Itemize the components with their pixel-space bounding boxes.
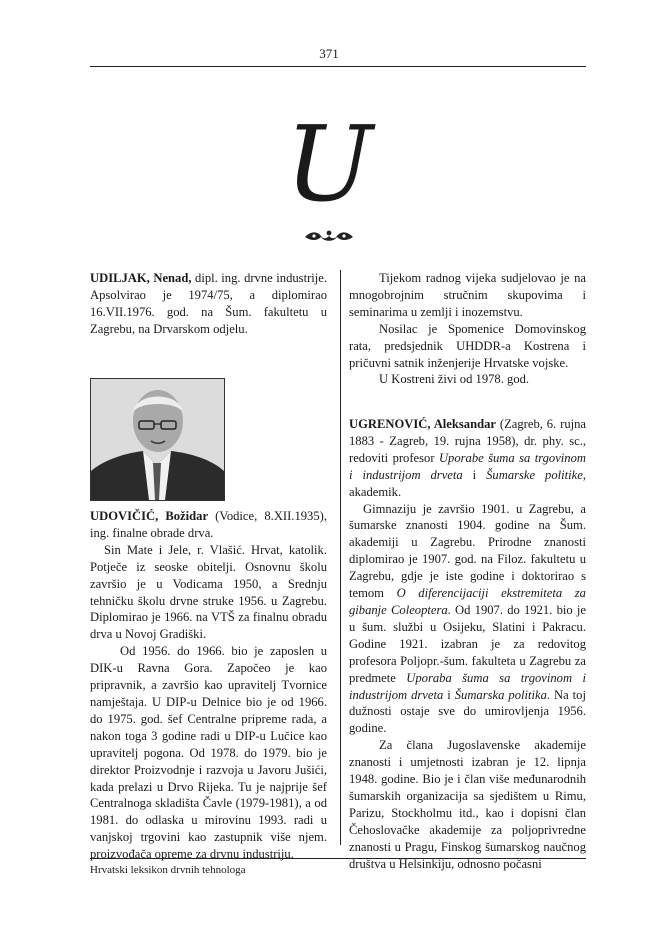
entry-subject: Uporabe šuma sa trgovinom i industrijom drveta <box>349 450 586 482</box>
portrait-photo <box>90 378 225 501</box>
entry-text: . Od 1907. do 1921. bio je u šum. službi u Osijeku, Slatini i Pakracu. Godine 1921. izabran je za redovitog profesora Poljopr.-šum. fakulteta u Zagrebu za predmete <box>349 602 586 685</box>
entry-name: UGRENOVIĆ, Aleksandar <box>349 417 496 431</box>
entry-text: i <box>462 467 487 482</box>
entry-text: (Zagreb, 6. rujna 1883 - Zagreb, 19. rujna 1958), dr. phy. sc., redoviti profesor <box>349 417 586 465</box>
entry-subject: Uporaba šuma sa trgovinom i industrijom drveta <box>349 670 586 702</box>
entry-name: UDILJAK, Nenad, <box>90 271 192 285</box>
header-rule <box>90 66 586 67</box>
entry-subject: Šumarske politike <box>486 467 583 482</box>
ornament-icon <box>303 228 355 244</box>
entry-thesis-title: O diferencijaciji ekstremiteta za gibanje Coleoptera <box>349 586 586 617</box>
portrait-illustration <box>91 379 224 500</box>
entry-text: Gimnaziju je završio 1901. u Zagrebu, a šumarske znanosti 1904. godine na Šum. akademiji u Zagrebu. Prirodne znanosti diplomirao je 1907. god. na Filoz. fakultetu u Zagrebu, gdje je iste godine i doktorirao s temom <box>349 501 586 601</box>
footer-title: Hrvatski leksikon drvnih tehnologa <box>90 864 246 876</box>
page-number: 371 <box>319 46 339 61</box>
entry-udovicic <box>90 508 327 863</box>
entry-paragraph: Od 1956. do 1966. bio je zaposlen u DIK-u Ravna Gora. Započeo je kao pripravnik, a završio kao upravitelj Tvornice namještaja. U DIP-u Delnice bio je od 1966. do 1975. god. šef Centralne pripreme rada, a nakon toga 3 godine radi u DIP-u Lučice kao upravitelj pogona. Od 1978. do 1979. bio je direktor Proizvodnje i razvoja u Javoru Jušići, kada prelazi u Drvo Rijeka. Tu je najprije šef Centralnoga skladišta Čavle (1979-1981), a od 1981. do odlaska u mirovinu 1993. radi u vanjskoj trgovini kao zastupnik više njem. proizvođača opreme za drvnu industriju. <box>90 644 327 862</box>
entry-text: (Vodice, 8.XII.1935), ing. finalne obrade drva. <box>90 509 327 540</box>
entry-text: , akademik. <box>349 467 586 499</box>
entry-paragraph: Za člana Jugoslavenske akademije znanosti i umjetnosti izabran je 12. lipnja 1948. godine. Bio je i član više međunarodnih šumarskih organizacija sa sjedištem u Rimu, Parizu, Stockholmu itd., kao i dopisni član Čehoslovačke akademije za poljoprivredne znanosti u Pragu, Finskog šumarskog naučnog društva u Helsinkiju, odnosno počasni <box>349 738 586 871</box>
entry-name: UDOVIČIĆ, Božidar <box>90 509 209 523</box>
entry-udovicic-continued <box>349 270 586 388</box>
entry-udiljak <box>90 270 327 338</box>
entry-text: dipl. ing. drvne industrije. Apsolvirao je 1974/75, a diplomirao 16.VII.1976. god. na Šum. fakultetu u Zagrebu, na Drvarskom odjelu. <box>90 271 327 336</box>
footer-rule <box>90 858 586 859</box>
entry-paragraph: Sin Mate i Jele, r. Vlašić. Hrvat, katolik. Potječe iz seoske obitelji. Osnovnu školu završio je u Vodicama 1950, a Srednju tehničku školu drvne struke 1956. u Zagrebu. Diplomirao je 1966. na VTŠ za finalnu obradu drva u Novoj Gradiški. <box>90 542 327 642</box>
entry-ugrenovic <box>349 416 586 872</box>
section-letter: U <box>285 103 373 225</box>
entry-subject: Šumarska politika <box>454 687 547 702</box>
entry-text: . Na toj dužnosti ostaje sve do umirovljenja 1956. godine. <box>349 687 586 736</box>
entry-paragraph: U Kostreni živi od 1978. god. <box>379 372 530 387</box>
entry-text: i <box>443 687 455 702</box>
entry-paragraph: Nosilac je Spomenice Domovinskog rata, predsjednik UHDDR-a Kostrena i pričuvni satnik inženjerije Hrvatske vojske. <box>349 321 586 370</box>
entry-paragraph: Tijekom radnog vijeka sudjelovao je na mnogobrojnim stručnim skupovima i seminarima u zemlji i inozemstvu. <box>349 271 586 319</box>
column-rule <box>340 270 341 845</box>
